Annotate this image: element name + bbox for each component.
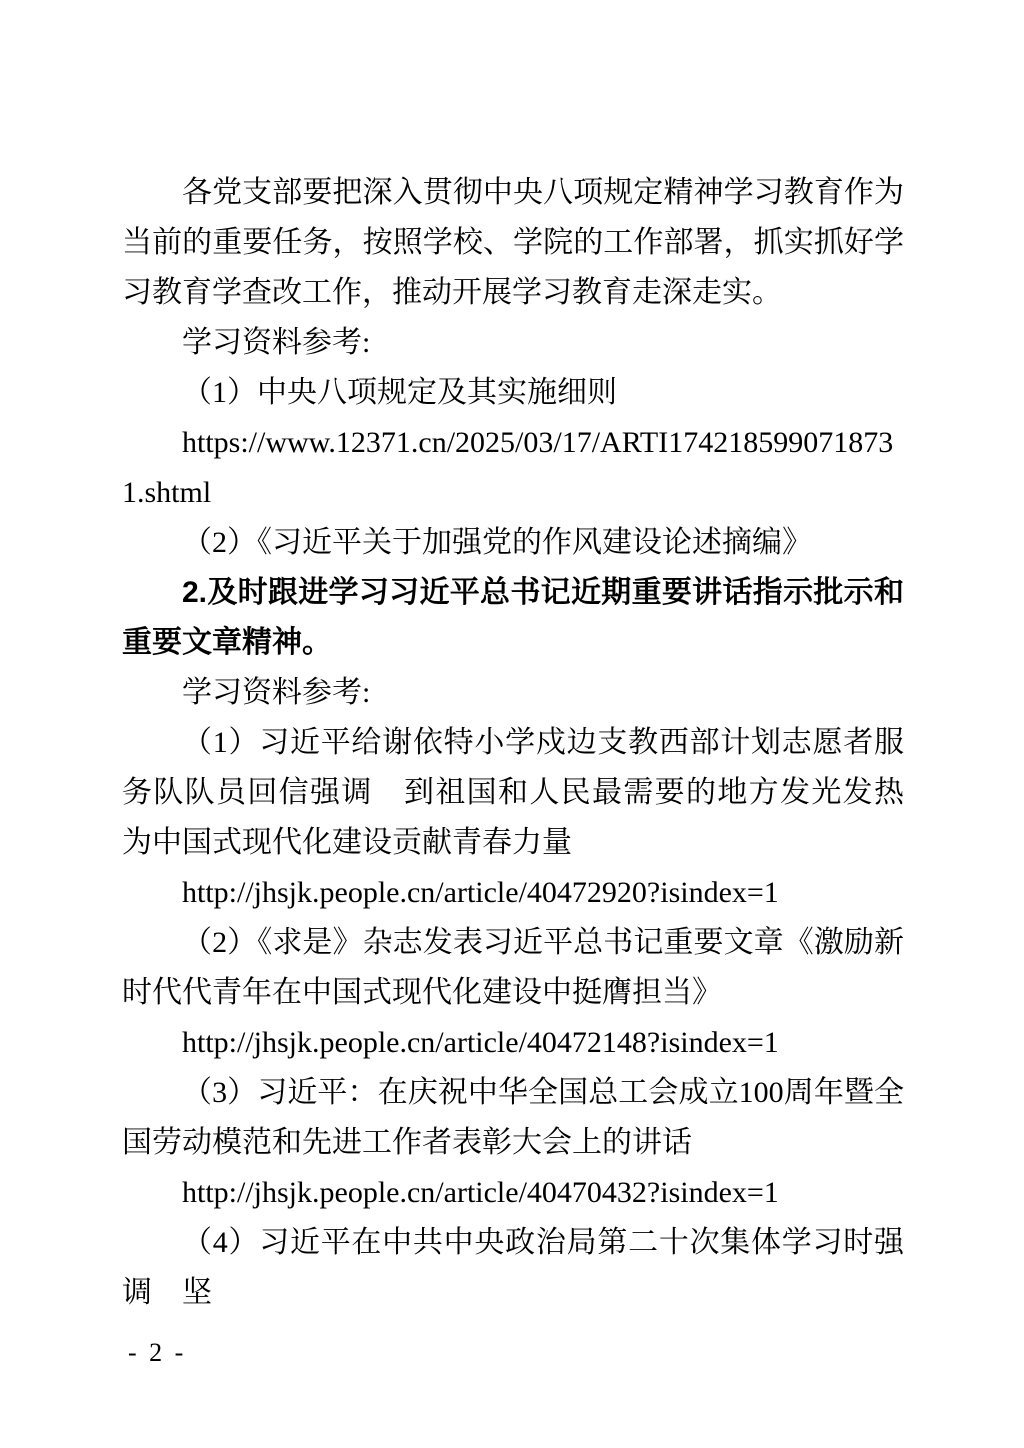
- url-text-2-2: http://jhsjk.people.cn/article/40472148?isindex=1: [182, 1026, 779, 1059]
- url-text-1-1: https://www.12371.cn/2025/03/17/ARTI1742185990718731.shtml: [122, 426, 894, 509]
- list-item-2-2: （2）《求是》杂志发表习近平总书记重要文章《激励新时代代青年在中国式现代化建设中挺膺担当》: [122, 926, 904, 1009]
- reference-label-2: 学习资料参考:: [182, 676, 371, 709]
- list-item-2-1: （1）习近平给谢依特小学戍边支教西部计划志愿者服务队队员回信强调 到祖国和人民最需要的地方发光发热 为中国式现代化建设贡献青春力量: [122, 726, 934, 859]
- list-item-1-1: （1）中央八项规定及其实施细则: [182, 376, 617, 409]
- reference-label-1: 学习资料参考:: [182, 326, 371, 359]
- list-item-2-4: （4）习近平在中共中央政治局第二十次集体学习时强调 坚: [122, 1226, 904, 1309]
- list-item-2-3: （3）习近平：在庆祝中华全国总工会成立100周年暨全国劳动模范和先进工作者表彰大会上的讲话: [122, 1076, 904, 1159]
- section-heading-2: 2.及时跟进学习习近平总书记近期重要讲话指示批示和重要文章精神。: [122, 576, 904, 659]
- url-text-2-1: http://jhsjk.people.cn/article/40472920?isindex=1: [182, 876, 779, 909]
- intro-paragraph: 各党支部要把深入贯彻中央八项规定精神学习教育作为当前的重要任务，按照学校、学院的工作部署，抓实抓好学习教育学查改工作，推动开展学习教育走深走实。: [122, 176, 904, 309]
- page-number: - 2 -: [128, 1338, 187, 1367]
- document-body: [122, 168, 934, 1318]
- url-text-2-3: http://jhsjk.people.cn/article/40470432?isindex=1: [182, 1176, 779, 1209]
- list-item-1-2: （2）《习近平关于加强党的作风建设论述摘编》: [182, 526, 812, 559]
